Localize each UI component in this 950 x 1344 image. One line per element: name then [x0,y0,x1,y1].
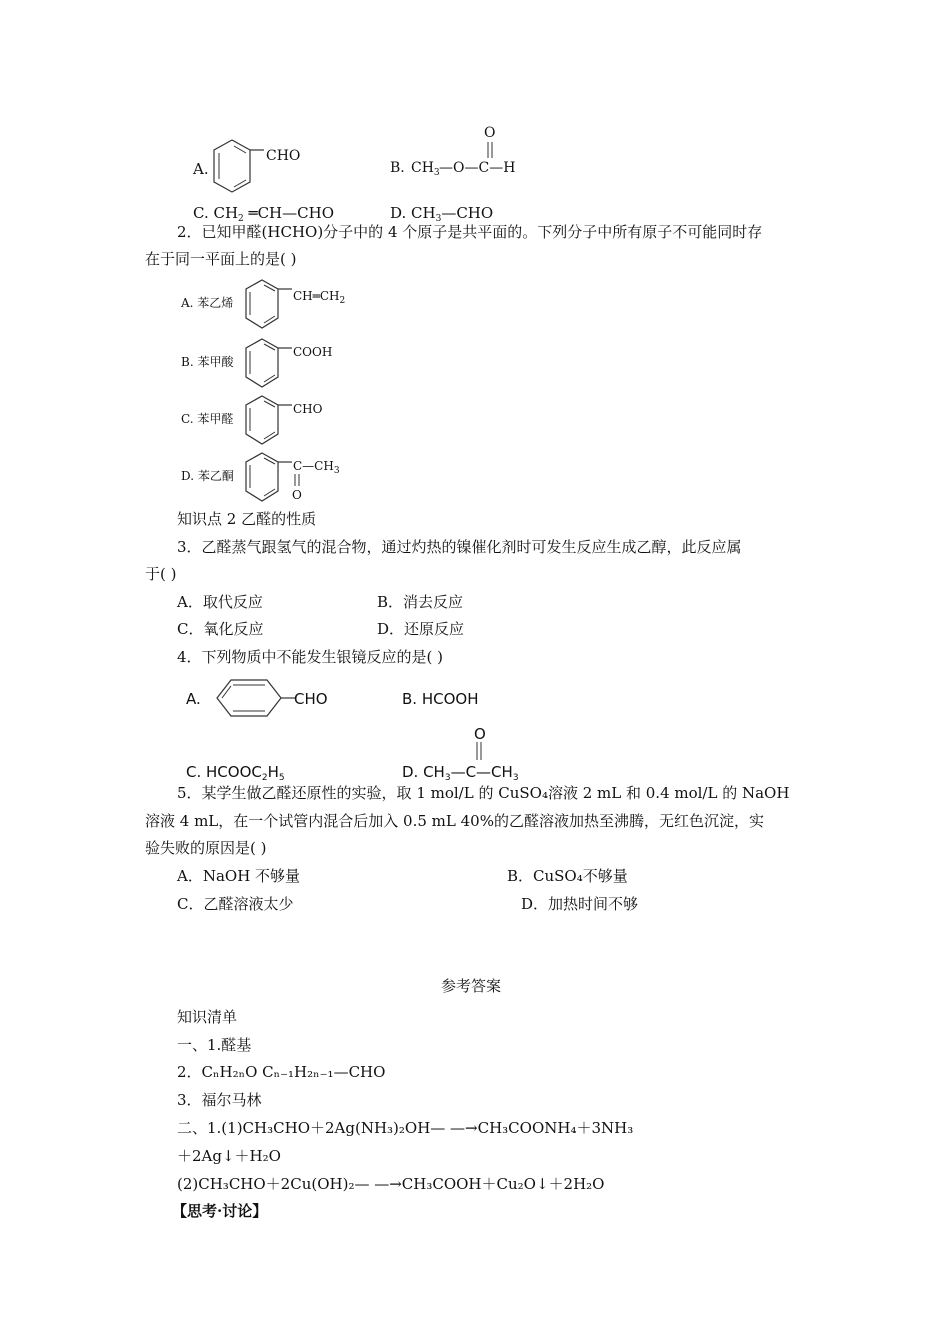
q4-option-a-label: A. [186,690,201,708]
answers-line-3: 2．CₙH₂ₙO Cₙ₋₁H₂ₙ₋₁—CHO [177,1063,386,1081]
q4-option-d: D. $CH_3—C—CH_3$ [402,763,519,783]
answers-line-6: ＋2Ag↓＋H₂O [177,1147,281,1165]
q4-option-c: C. $HCOOC_2H_5$ [186,763,285,783]
q5-stem-line3: 验失败的原因是( ) [145,839,267,857]
q4-stem: 4．下列物质中不能发生银镜反应的是( ) [177,648,444,666]
q2-stem-line1: 2．已知甲醛(HCHO)分子中的 4 个原子是共平面的。下列分子中所有原子不可能同时存 [177,223,763,241]
q5-option-a: A．NaOH 不够量 [177,867,301,885]
benzene-ring-icon [246,278,294,334]
q3-option-a: A．取代反应 [177,593,263,611]
q2-option-a-group: $CH═CH_2$ [293,289,346,306]
section-heading: 知识点 2 乙醛的性质 [177,510,317,528]
q2-option-a-label: A. 苯乙烯 [181,296,234,310]
q1-option-b-carbonyl-o: O [484,125,496,141]
q2-option-c-label: C. 苯甲醛 [181,412,234,426]
double-bond-icon [486,142,494,160]
answers-line-8: 【思考·讨论】 [172,1202,268,1220]
benzene-ring-icon [246,451,294,507]
q4-option-d-carbonyl-o: O [474,725,486,743]
q5-stem-line1: 5．某学生做乙醛还原性的实验，取 1 mol/L 的 CuSO₄溶液 2 mL 和 0.4 mol/L 的 NaOH [177,784,790,802]
q2-option-b-group: COOH [293,345,333,359]
q2-option-d-group: $C—CH_3$ [293,459,340,476]
answers-title: 参考答案 [441,977,502,995]
q1-option-c: C. $CH_2$ ═CH—CHO [193,204,334,224]
q1-option-b-label: B. [390,160,405,176]
q3-option-d: D．还原反应 [377,620,465,638]
answers-line-7: (2)CH₃CHO＋2Cu(OH)₂— —→CH₃COOH＋Cu₂O↓＋2H₂O [177,1175,605,1193]
q2-option-b-label: B. 苯甲酸 [181,355,234,369]
q5-stem-line2: 溶液 4 mL，在一个试管内混合后加入 0.5 mL 40%的乙醛溶液加热至沸腾，无红色沉淀，实 [145,812,764,830]
benzene-ring-icon [205,680,301,722]
q5-option-b: B．CuSO₄不够量 [507,867,628,885]
benzene-ring-icon [246,394,294,450]
q4-option-b: B. HCOOH [402,690,479,708]
benzene-ring-icon [246,337,294,393]
q1-option-b-rest: —O—C—H [439,160,516,176]
answers-line-1: 知识清单 [177,1008,238,1026]
q3-option-b: B．消去反应 [377,593,464,611]
q3-stem-line2: 于( ) [145,565,177,583]
q5-option-d: D．加热时间不够 [521,895,639,913]
q1-option-b-methyl: $CH_3$ [411,160,440,178]
answers-line-2: 一、1.醛基 [177,1036,252,1054]
q3-option-c: C．氧化反应 [177,620,264,638]
answers-line-4: 3．福尔马林 [177,1091,262,1109]
q1-option-a-group: CHO [266,148,301,164]
double-bond-icon [475,742,483,762]
q4-option-a-group: CHO [294,690,328,708]
q1-option-a-label: A. [193,160,209,178]
q3-stem-line1: 3．乙醛蒸气跟氢气的混合物，通过灼热的镍催化剂时可发生反应生成乙醇，此反应属 [177,538,742,556]
q5-option-c: C．乙醛溶液太少 [177,895,294,913]
q2-option-d-carbonyl-o: O [292,488,302,502]
q2-option-d-label: D. 苯乙酮 [181,469,234,483]
q1-option-d: D. $CH_3—CHO$ [390,204,494,224]
benzene-ring-icon [214,138,264,198]
answers-line-5: 二、1.(1)CH₃CHO＋2Ag(NH₃)₂OH— —→CH₃COONH₄＋3NH₃ [177,1119,634,1137]
double-bond-icon [293,474,301,488]
q2-option-c-group: CHO [293,402,323,416]
q2-stem-line2: 在于同一平面上的是( ) [145,250,297,268]
